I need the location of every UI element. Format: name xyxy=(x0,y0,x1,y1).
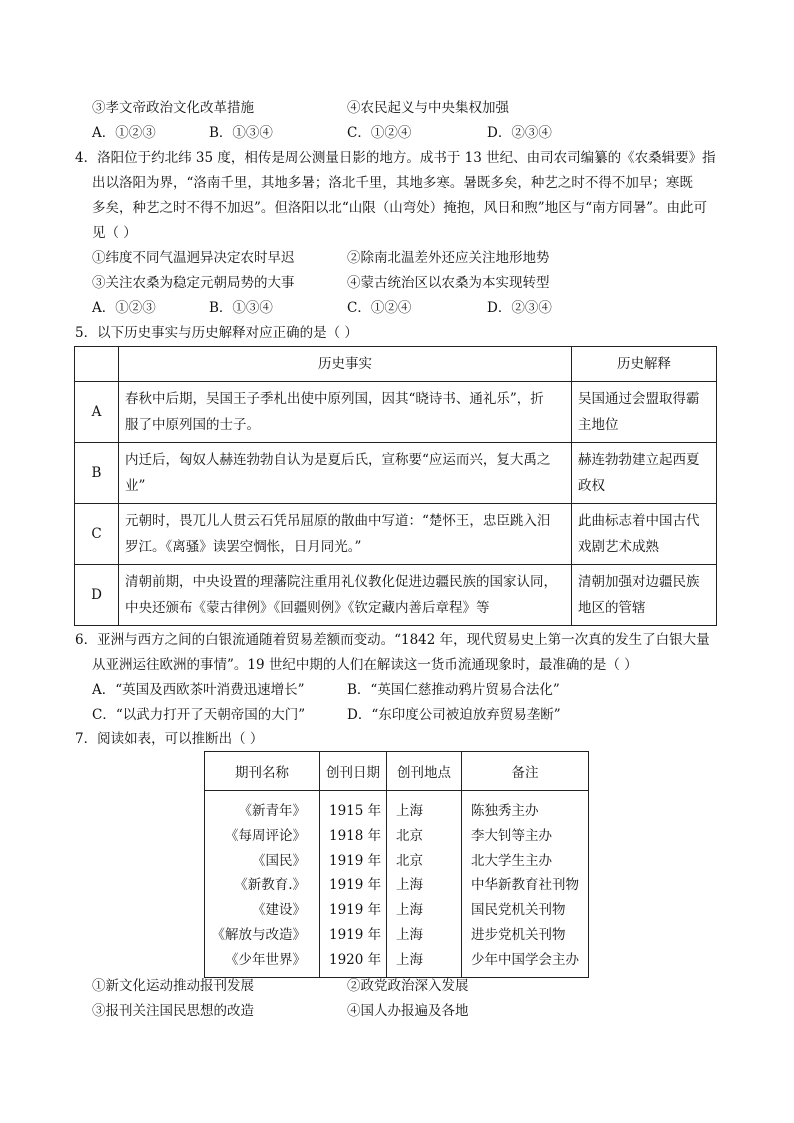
q5-row-explanation: 此曲标志着中国古代 戏剧艺术成熟 xyxy=(572,504,717,565)
q4-stem-line-1: 4．洛阳位于约北纬 35 度，相传是周公测量日影的地方。成书于 13 世纪、由司农司编纂的《农桑辑要》指 xyxy=(75,150,716,166)
q4-choice-c: C．①②④ xyxy=(347,300,412,316)
q7-cell: 上海 xyxy=(396,803,423,819)
q7-cell: 《新青年》 xyxy=(238,803,306,819)
q7-column-name xyxy=(205,791,320,978)
q7-option-3: ③报刊关注国民思想的改造 xyxy=(92,1003,254,1019)
q7-cell: 1919 年 xyxy=(329,902,382,919)
q7-cell: 北大学生主办 xyxy=(471,852,552,869)
q7-cell: 1920 年 xyxy=(329,951,382,968)
q5-row-label: C xyxy=(75,504,119,565)
q5-row-explanation: 吴国通过会盟取得霸 主地位 xyxy=(572,382,717,443)
q7-column-place xyxy=(387,791,462,978)
q3-choice-d: D．②③④ xyxy=(487,125,552,141)
q4-choice-d: D．②③④ xyxy=(487,300,552,316)
q7-cell: 北京 xyxy=(396,852,423,869)
q7-cell: 上海 xyxy=(396,877,423,894)
q5-row-label: B xyxy=(75,443,119,504)
q5-row-b xyxy=(75,443,717,504)
q7-cell: 《每周评论》 xyxy=(225,827,306,844)
q7-cell: 《建设》 xyxy=(252,902,306,919)
q4-option-1: ①纬度不同气温迥异决定农时早迟 xyxy=(92,250,295,266)
q5-header-fact: 历史事实 xyxy=(119,347,572,382)
q7-cell: 《国民》 xyxy=(252,852,306,869)
q7-cell: 上海 xyxy=(396,951,423,968)
q5-row-label: D xyxy=(75,565,119,626)
q7-header-date: 创刊日期 xyxy=(320,752,387,791)
q7-cell: 进步党机关刊物 xyxy=(471,926,566,943)
q7-cell: 《解放与改造》 xyxy=(211,926,306,943)
q5-row-fact: 元朝时，畏兀儿人贯云石凭吊屈原的散曲中写道：“楚怀王，忠臣跳入汨 罗江。《离骚》读罢空惆怅，日月同光。” xyxy=(119,504,572,565)
q4-stem-line-2: 出以洛阳为界，“洛南千里，其地多暑；洛北千里，其地多寒。暑既多矣，种艺之时不得不加早；寒既 xyxy=(92,175,693,191)
q5-row-a xyxy=(75,382,717,443)
q7-cell: 1919 年 xyxy=(329,926,382,943)
q6-stem-line-1: 6．亚洲与西方之间的白银流通随着贸易差额而变动。“1842 年，现代贸易史上第一次真的发生了白银大量 xyxy=(75,632,710,648)
q5-row-d xyxy=(75,565,717,626)
q6-option-d: D．“东印度公司被迫放弃贸易垄断” xyxy=(347,707,561,723)
q7-table xyxy=(204,751,589,978)
q7-header-name: 期刊名称 xyxy=(205,752,320,791)
q4-option-3: ③关注农桑为稳定元朝局势的大事 xyxy=(92,275,295,291)
q5-row-label: A xyxy=(75,382,119,443)
q5-row-explanation: 清朝加强对边疆民族 地区的管辖 xyxy=(572,565,717,626)
q7-cell: 《新教育.》 xyxy=(234,877,306,894)
q4-option-4: ④蒙古统治区以农桑为本实现转型 xyxy=(347,275,550,291)
q7-column-date xyxy=(320,791,387,978)
q5-stem: 5．以下历史事实与历史解释对应正确的是（ ） xyxy=(75,325,358,341)
q6-option-a: A．“英国及西欧茶叶消费迅速增长” xyxy=(92,682,305,698)
q7-cell: 1918 年 xyxy=(329,827,382,844)
q7-cell: 中华新教育社刊物 xyxy=(471,877,579,894)
q6-option-b: B．“英国仁慈推动鸦片贸易合法化” xyxy=(347,682,560,698)
q7-cell: 上海 xyxy=(396,926,423,943)
q7-cell: 国民党机关刊物 xyxy=(471,902,566,919)
q7-option-1: ①新文化运动推动报刊发展 xyxy=(92,978,254,994)
q5-row-fact: 春秋中后期，吴国王子季札出使中原列国，因其“晓诗书、通礼乐”，折 服了中原列国的士子。 xyxy=(119,382,572,443)
q7-cell: 1919 年 xyxy=(329,877,382,894)
q7-cell: 《少年世界》 xyxy=(225,951,306,968)
q5-header-blank xyxy=(75,347,119,382)
q7-cell: 1919 年 xyxy=(329,852,382,869)
q4-choice-a: A．①②③ xyxy=(92,300,156,316)
q4-choice-b: B．①③④ xyxy=(209,300,273,316)
q4-stem-line-3: 多矣，种艺之时不得不加迟”。但洛阳以北“山限（山弯处）掩抱，风日和煦”地区与“南方同暑”。由此可 xyxy=(92,200,708,216)
q7-header-place: 创刊地点 xyxy=(387,752,462,791)
q7-option-4: ④国人办报遍及各地 xyxy=(347,1003,469,1019)
q7-cell: 李大钊等主办 xyxy=(471,827,552,844)
q3-option-4: ④农民起义与中央集权加强 xyxy=(347,100,509,116)
q5-row-fact: 清朝前期，中央设置的理藩院注重用礼仪教化促进边疆民族的国家认同， 中央还颁布《蒙古律例》《回疆则例》《钦定藏内善后章程》等 xyxy=(119,565,572,626)
q4-option-2: ②除南北温差外还应关注地形地势 xyxy=(347,250,550,266)
q3-choice-a: A．①②③ xyxy=(92,125,156,141)
q7-cell: 陈独秀主办 xyxy=(471,803,539,819)
q3-choice-c: C．①②④ xyxy=(347,125,412,141)
q6-stem-line-2: 从亚洲运往欧洲的事情”。19 世纪中期的人们在解读这一货币流通现象时，最准确的是（ ） xyxy=(92,657,638,673)
q5-row-explanation: 赫连勃勃建立起西夏 政权 xyxy=(572,443,717,504)
q7-stem: 7．阅读如表，可以推断出（ ） xyxy=(75,731,264,747)
q7-cell: 少年中国学会主办 xyxy=(471,951,579,968)
q5-header-explanation: 历史解释 xyxy=(572,347,717,382)
q5-table xyxy=(74,346,717,626)
q6-option-c: C．“以武力打开了天朝帝国的大门” xyxy=(92,707,306,723)
q4-stem-line-4: 见（ ） xyxy=(92,225,137,241)
q7-column-note xyxy=(462,791,589,978)
q7-cell: 北京 xyxy=(396,827,423,844)
q7-header-note: 备注 xyxy=(462,752,589,791)
q3-choice-b: B．①③④ xyxy=(209,125,273,141)
q7-cell: 1915 年 xyxy=(329,803,382,819)
q3-option-3: ③孝文帝政治文化改革措施 xyxy=(92,100,254,116)
q7-option-2: ②政党政治深入发展 xyxy=(347,978,469,994)
q5-row-fact: 内迁后，匈奴人赫连勃勃自认为是夏后氏，宣称要“应运而兴，复大禹之 业” xyxy=(119,443,572,504)
q5-row-c xyxy=(75,504,717,565)
q7-cell: 上海 xyxy=(396,902,423,919)
